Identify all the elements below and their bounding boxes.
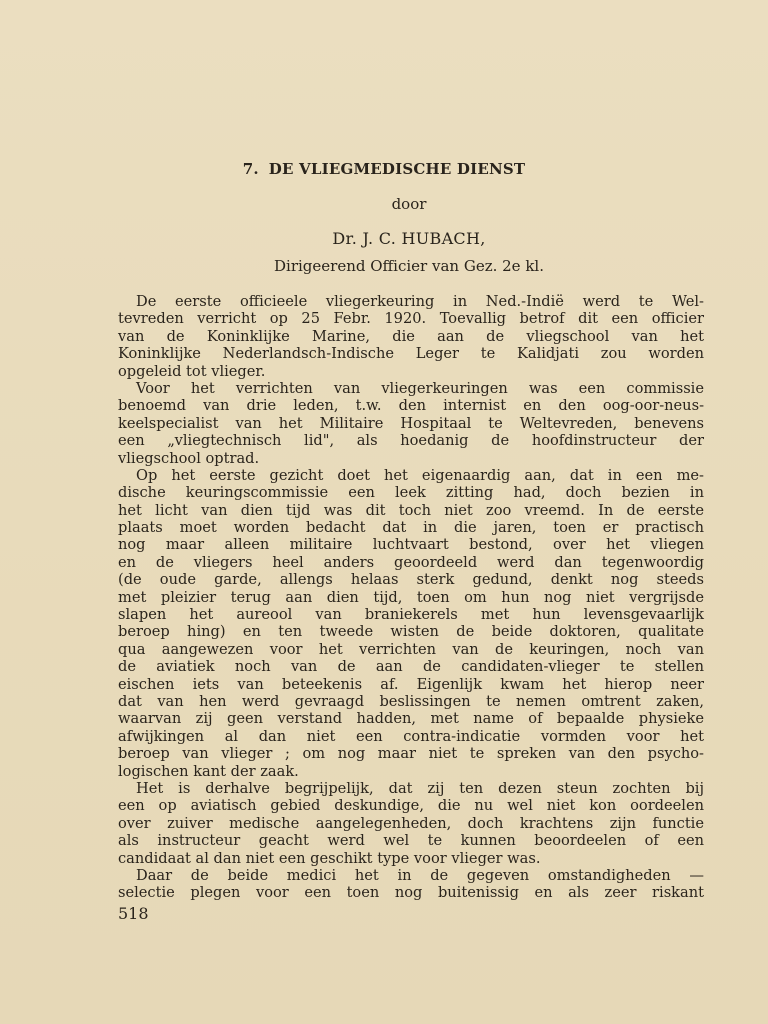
text-line: De eerste officieele vliegerkeuring in Ned.-Indië werd te Wel-: [136, 293, 704, 310]
chapter-title: DE VLIEGMEDISCHE DIENST: [268, 160, 526, 178]
text-line: als instructeur geacht werd wel te kunnen beoordeelen of een: [118, 832, 704, 850]
text-line: selectie plegen voor een toen nog buitenissig en als zeer riskant: [118, 884, 704, 902]
author-name: Dr. J. C. HUBACH,: [332, 229, 486, 248]
text-line: een op aviatisch gebied deskundige, die nu wel niet kon oordeelen: [118, 797, 704, 815]
text-line: slapen het aureool van braniekerels met hun levensgevaarlijk: [118, 606, 704, 624]
text-line: Voor het verrichten van vliegerkeuringen was een commissie: [136, 379, 704, 397]
text-line: plaats moet worden bedacht dat in die jaren, toen er practisch: [118, 519, 704, 537]
text-line: qua aangewezen voor het verrichten van de keuringen, noch van: [118, 640, 704, 658]
text-line: nog maar alleen militaire luchtvaart bestond, over het vliegen: [118, 536, 704, 554]
text-line: Het is derhalve begrijpelijk, dat zij ten dezen steun zochten bij: [136, 779, 704, 797]
text-line: van de Koninklijke Marine, die aan de vliegschool van het: [118, 327, 704, 345]
text-line: de aviatiek noch van de aan de candidaten-vlieger te stellen: [118, 658, 704, 676]
text-line: beroep van vlieger ; om nog maar niet te spreken van den psycho-: [118, 745, 704, 763]
text-line: eischen iets van beteekenis af. Eigenlijk kwam het hierop neer: [118, 675, 704, 693]
text-line: met pleizier terug aan dien tijd, toen om hun nog niet vergrijsde: [118, 588, 704, 606]
text-line: afwijkingen al dan niet een contra-indicatie vormden voor het: [118, 727, 704, 745]
text-line: Op het eerste gezicht doet het eigenaardig aan, dat in een me-: [136, 466, 704, 484]
text-line: vliegschool optrad.: [118, 449, 260, 467]
text-line: dat van hen werd gevraagd beslissingen te nemen omtrent zaken,: [118, 692, 704, 710]
text-line: over zuiver medische aangelegenheden, doch krachtens zijn functie: [118, 814, 704, 832]
text-line: het licht van dien tijd was dit toch niet zoo vreemd. In de eerste: [118, 501, 704, 519]
text-line: een „vliegtechnisch lid", als hoedanig de hoofdinstructeur der: [118, 432, 704, 450]
text-line: en de vliegers heel anders geoordeeld werd dan tegenwoordig: [118, 553, 704, 571]
body-text: [118, 293, 704, 902]
text-line: benoemd van drie leden, t.w. den internist en den oog-oor-neus-: [118, 397, 704, 415]
chapter-number: 7.: [242, 160, 259, 178]
text-line: Koninklijke Nederlandsch-Indische Leger te Kalidjati zou worden: [118, 345, 704, 363]
text-line: dische keuringscommissie een leek zitting had, doch bezien in: [118, 484, 704, 502]
text-line: logischen kant der zaak.: [118, 762, 299, 780]
chapter-heading: [0, 160, 768, 178]
text-line: waarvan zij geen verstand hadden, met name of bepaalde physieke: [118, 710, 704, 728]
page-number: 518: [118, 904, 149, 923]
byline: door: [391, 195, 427, 213]
text-line: opgeleid tot vlieger.: [118, 362, 266, 380]
text-line: (de oude garde, allengs helaas sterk gedund, denkt nog steeds: [118, 571, 704, 589]
text-line: tevreden verricht op 25 Febr. 1920. Toevallig betrof dit een officier: [118, 310, 704, 328]
text-line: candidaat al dan niet een geschikt type voor vlieger was.: [118, 849, 541, 867]
text-line: Daar de beide medici het in de gegeven omstandigheden —: [136, 866, 704, 884]
text-line: beroep hing) en ten tweede wisten de beide doktoren, qualitate: [118, 623, 704, 641]
text-line: keelspecialist van het Militaire Hospitaal te Weltevreden, benevens: [118, 414, 704, 432]
author-rank: Dirigeerend Officier van Gez. 2e kl.: [274, 257, 544, 275]
